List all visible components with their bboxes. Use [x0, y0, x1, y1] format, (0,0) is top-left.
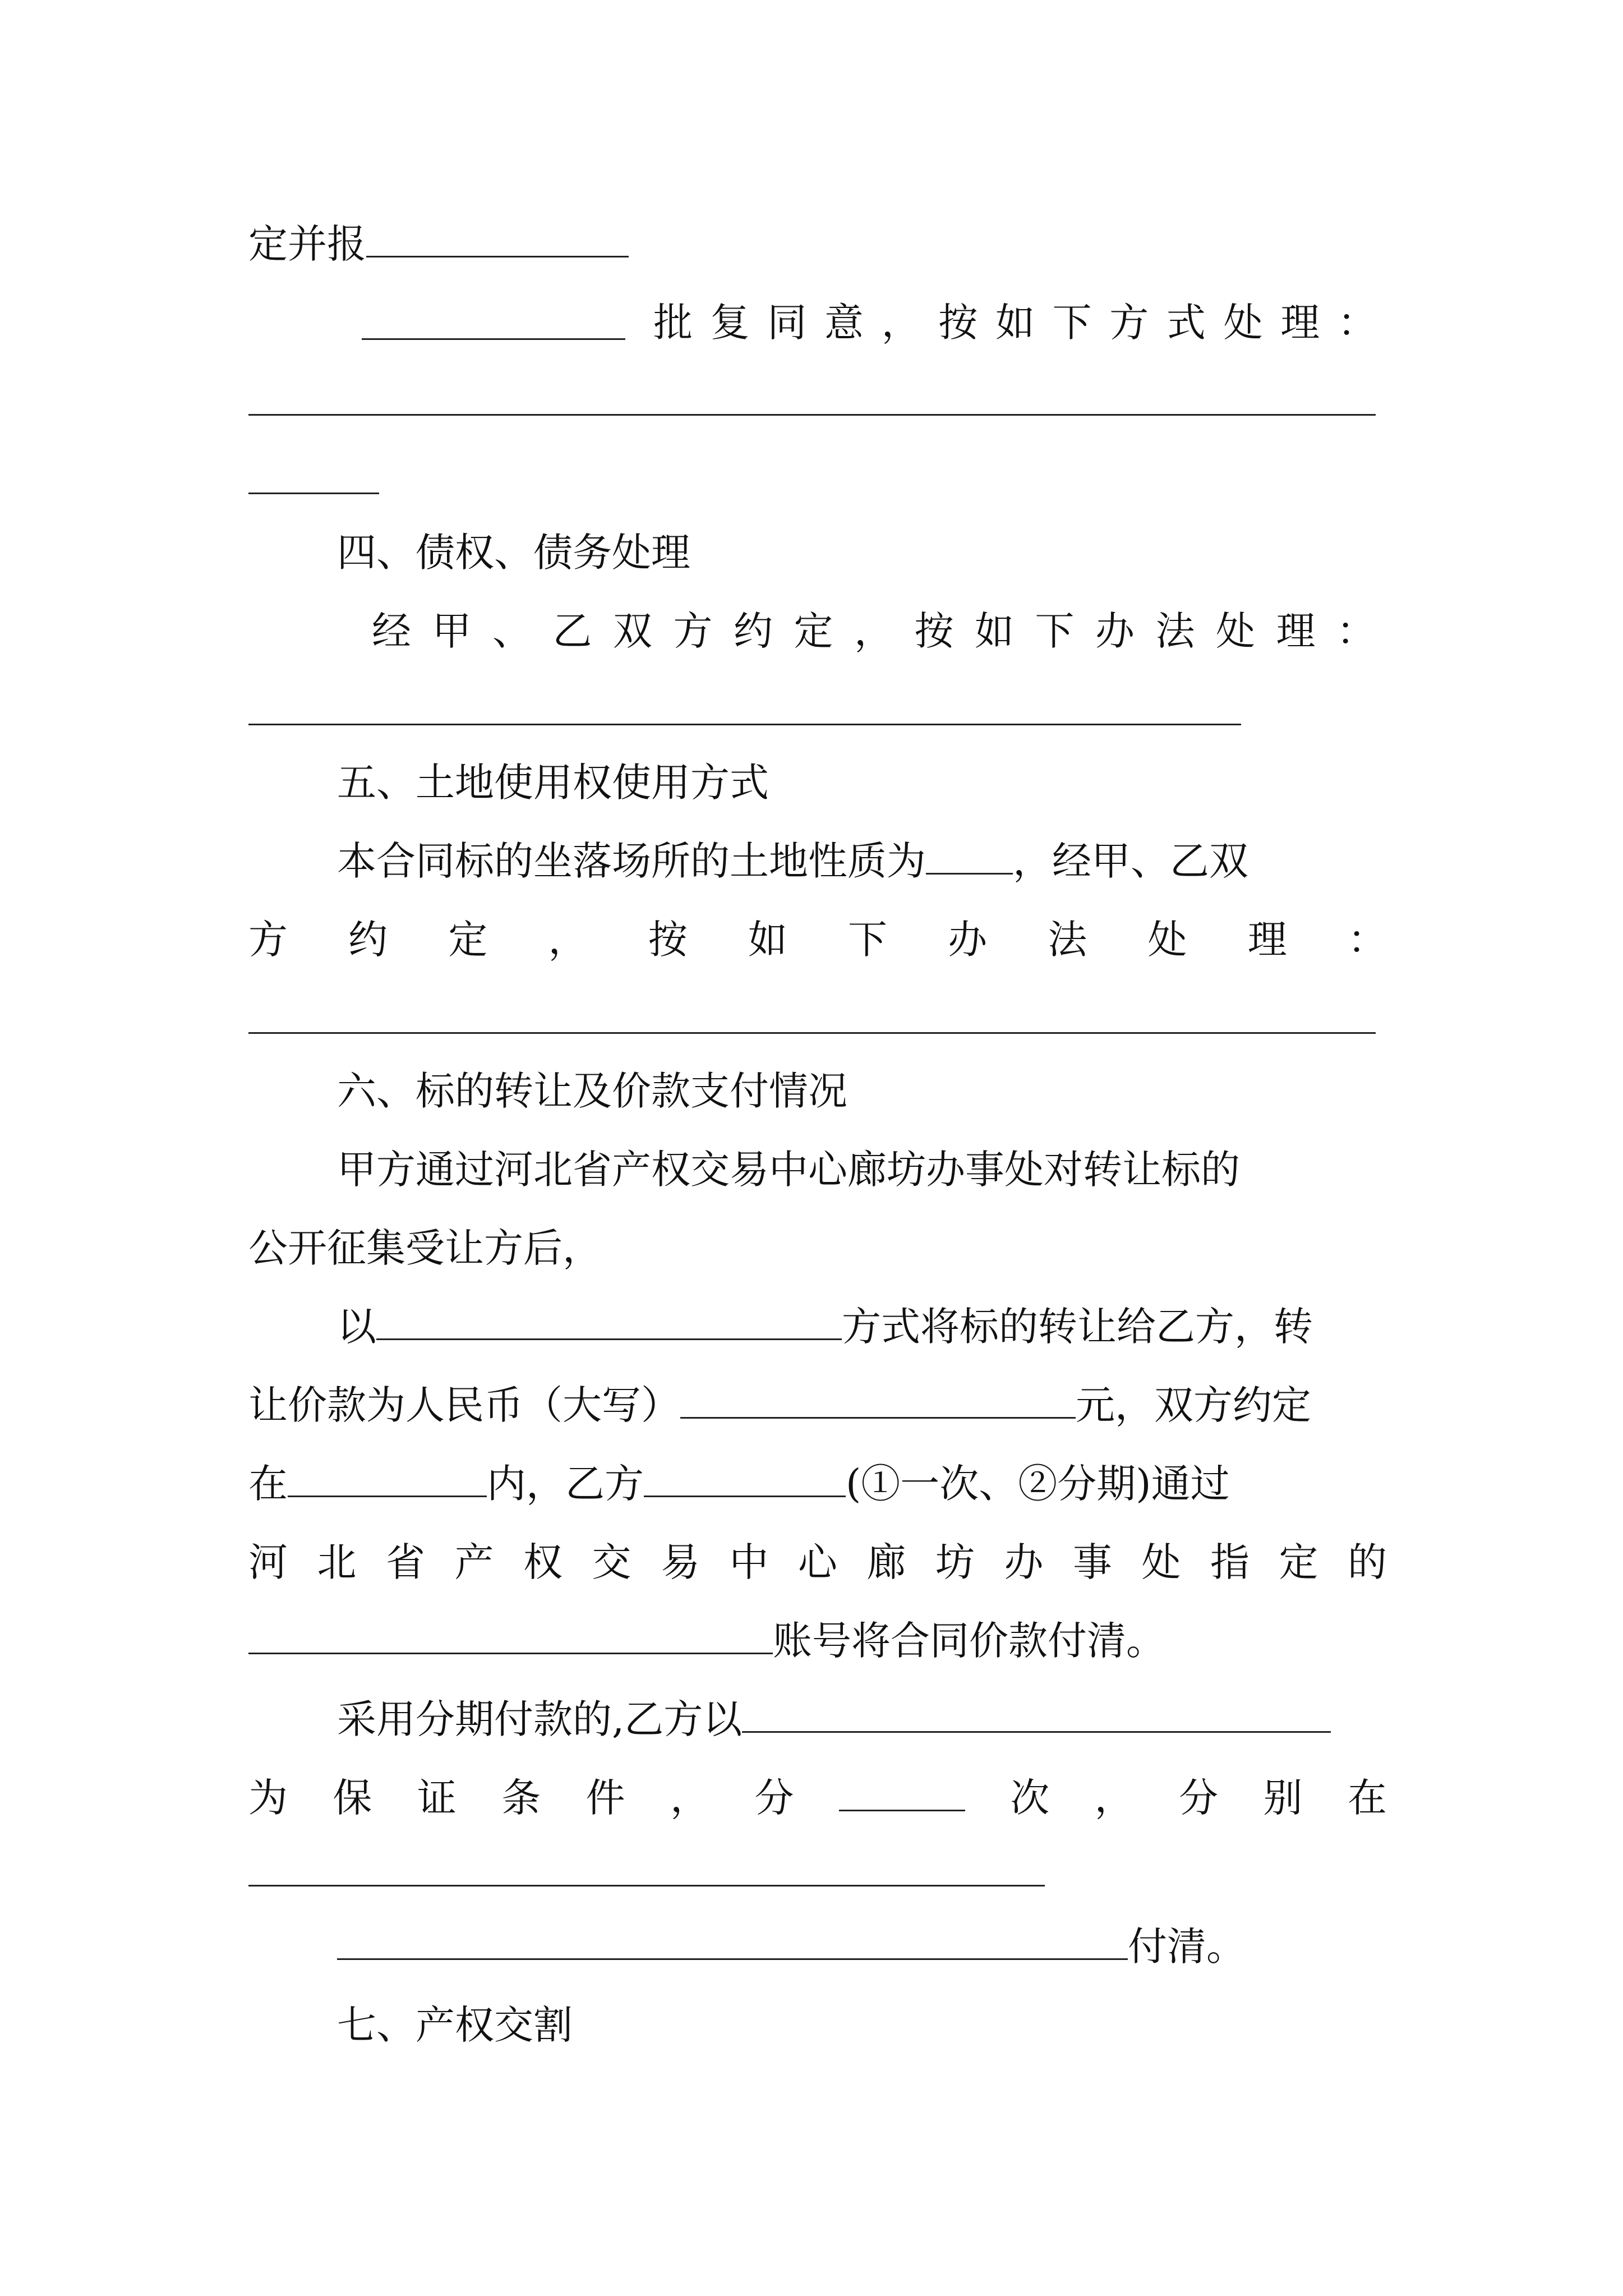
text-char: 河 [248, 1539, 288, 1585]
text-char: 交 [592, 1539, 631, 1585]
text-char: 经 [372, 608, 411, 654]
text-char: 下 [848, 917, 888, 963]
text-char: 产 [454, 1539, 494, 1585]
text-char: 北 [317, 1539, 357, 1585]
text-char: ， [854, 608, 893, 654]
blank-line[interactable] [248, 724, 1241, 725]
text-line: 公开征集受让方后， [248, 1225, 602, 1271]
blank-field[interactable] [839, 1770, 965, 1811]
text-char: 廊 [866, 1539, 906, 1585]
text-line [248, 1534, 1387, 1590]
section-heading: 七、产权交割 [337, 2002, 573, 2048]
text-char: 约 [348, 917, 388, 963]
blank-field[interactable] [742, 1692, 1331, 1733]
text-char: 按 [938, 300, 978, 346]
line-text: 定并报 [248, 221, 366, 267]
line-text: 元，双方约定 [1076, 1382, 1311, 1428]
text-char: 分 [1179, 1775, 1219, 1821]
text-char: 定 [448, 917, 488, 963]
text-char: 事 [1073, 1539, 1112, 1585]
text-char: 易 [661, 1539, 700, 1585]
line-text: 付清。 [1128, 1924, 1246, 1970]
text-char: 甲 [432, 608, 472, 654]
blank-line[interactable] [248, 1032, 1376, 1034]
text-char: 方 [248, 917, 288, 963]
line-text: 内，乙方 [487, 1461, 644, 1507]
line-text: 采用分期付款的,乙方以 [337, 1696, 743, 1742]
text-char: 指 [1210, 1539, 1249, 1585]
text-line [248, 912, 1387, 968]
text-char: 约 [734, 608, 773, 654]
blank-line[interactable] [248, 1885, 1045, 1887]
text-line [248, 1770, 1387, 1826]
text-char: 式 [1166, 300, 1206, 346]
line-text: 方式将标的转让给乙方，转 [842, 1304, 1313, 1350]
line-text: 账号将合同价款付清。 [773, 1618, 1165, 1664]
text-line [248, 216, 629, 272]
blank-field[interactable] [366, 217, 629, 257]
line-text: 以 [337, 1304, 376, 1350]
text-char: 次 [1010, 1775, 1050, 1821]
text-char: 复 [710, 300, 750, 346]
text-char: 省 [386, 1539, 425, 1585]
blank-field[interactable] [288, 1456, 487, 1497]
text-char: 办 [1095, 608, 1135, 654]
blank-field[interactable] [926, 834, 1013, 875]
blank-field[interactable] [362, 338, 625, 340]
text-char: 中 [729, 1539, 769, 1585]
blank-field[interactable] [376, 1299, 842, 1340]
text-char: 理 [1247, 917, 1287, 963]
text-char: ， [670, 1775, 710, 1821]
text-char: 坊 [935, 1539, 975, 1585]
line-text: 在 [248, 1461, 288, 1507]
text-char: 处 [1216, 608, 1255, 654]
section-heading: 四、债权、债务处理 [337, 530, 690, 576]
text-char: 保 [333, 1775, 372, 1821]
blank-line[interactable] [248, 414, 1376, 416]
text-char: 处 [1223, 300, 1263, 346]
text-char: 为 [248, 1775, 288, 1821]
text-line [337, 833, 1248, 889]
text-line [653, 295, 1377, 351]
line-text: (①一次、②分期)通过 [846, 1461, 1230, 1507]
text-char: 乙 [552, 608, 592, 654]
text-char: 下 [1052, 300, 1092, 346]
line-text: 让价款为人民币（大写） [248, 1382, 680, 1428]
text-char: ， [548, 917, 588, 963]
text-char: 同 [767, 300, 807, 346]
text-char: 权 [523, 1539, 562, 1585]
text-char: 按 [914, 608, 954, 654]
text-line [337, 1918, 1246, 1975]
text-char: 处 [1147, 917, 1187, 963]
text-char: 法 [1048, 917, 1087, 963]
text-char: 证 [417, 1775, 457, 1821]
text-char: 如 [975, 608, 1014, 654]
blank-field[interactable] [248, 1613, 773, 1654]
section-heading: 五、土地使用权使用方式 [337, 760, 769, 806]
text-char: 批 [653, 300, 693, 346]
text-char: 件 [585, 1775, 625, 1821]
text-char: 的 [1348, 1539, 1387, 1585]
text-char: ： [1337, 300, 1377, 346]
text-line: 甲方通过河北省产权交易中心廊坊办事处对转让标的 [337, 1147, 1240, 1193]
text-char: 在 [1347, 1775, 1387, 1821]
line-text: ，经甲、乙双 [1013, 838, 1248, 884]
text-char: 如 [748, 917, 787, 963]
text-char: 定 [794, 608, 833, 654]
blank-field[interactable] [337, 1919, 1128, 1960]
blank-field[interactable] [680, 1378, 1076, 1419]
text-char: 条 [501, 1775, 541, 1821]
text-char: 定 [1279, 1539, 1318, 1585]
text-char: 双 [613, 608, 652, 654]
text-char: 法 [1155, 608, 1195, 654]
text-line [337, 1691, 1331, 1747]
text-char: 、 [492, 608, 532, 654]
text-char: 意 [824, 300, 864, 346]
section-heading: 六、标的转让及价款支付情况 [337, 1068, 847, 1114]
text-char: 办 [1004, 1539, 1044, 1585]
text-char: 办 [948, 917, 988, 963]
text-line [248, 1456, 1230, 1512]
text-char: 处 [1141, 1539, 1181, 1585]
text-char: ， [1094, 1775, 1134, 1821]
text-char: ， [881, 300, 921, 346]
text-char: 心 [798, 1539, 837, 1585]
text-line [248, 1613, 1165, 1669]
line-text: 本合同标的坐落场所的土地性质为 [337, 838, 926, 884]
text-char: 下 [1035, 608, 1075, 654]
blank-field[interactable] [644, 1456, 846, 1497]
text-char: 按 [648, 917, 688, 963]
text-char: 方 [1109, 300, 1149, 346]
text-char: 分 [754, 1775, 794, 1821]
text-char: 理 [1280, 300, 1320, 346]
text-line [248, 1377, 1311, 1433]
text-char: 如 [995, 300, 1035, 346]
text-line [337, 1299, 1313, 1355]
text-line [372, 603, 1376, 659]
text-char: ： [1336, 608, 1376, 654]
text-char: 别 [1263, 1775, 1303, 1821]
blank-line[interactable] [248, 493, 379, 494]
text-char: 理 [1276, 608, 1316, 654]
text-char: 方 [673, 608, 713, 654]
text-char: ： [1347, 917, 1387, 963]
